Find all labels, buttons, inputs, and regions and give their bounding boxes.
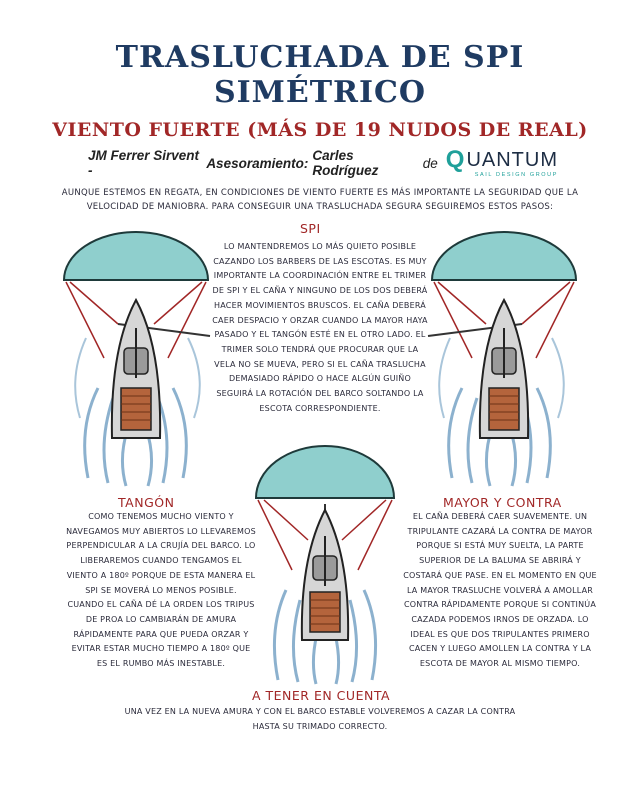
hull xyxy=(112,300,160,438)
logo-word: UANTUM xyxy=(466,148,558,171)
spinnaker-sail xyxy=(256,446,394,498)
page-title-line-1: TRASLUCHADA DE SPI xyxy=(115,40,525,75)
section-heading-spi: SPI xyxy=(300,221,321,236)
page-subtitle: VIENTO FUERTE (MÁS DE 19 NUDOS DE REAL) xyxy=(52,119,588,141)
logo-tagline: SAIL DESIGN GROUP xyxy=(474,171,558,178)
section-text-tangon: COMO TENEMOS MUCHO VIENTO Y NAVEGAMOS MUY ABIERTOS LO LLEVAREMOS PERPENDICULAR A LA CRUJÍA DEL BARCO. LO LIBERAREMOS CUANDO TENGAMOS EL VIENTO A 180º PORQUE DE ESTA MANERA EL SPI SE MOVERÁ LO MENOS POSIBLE. CUANDO EL CAÑA DÉ LA ORDEN LOS TRIPUS DE PROA LO CAMBIARÁN DE AMURA RÁPIDAMENTE PARA QUE PUEDA ORZAR Y EVITAR ESTAR MUCHO TIEMPO A 180º QUE ES EL RUMBO MÁS INESTABLE. xyxy=(66,512,256,669)
hull xyxy=(480,300,528,438)
intro-paragraph: AUNQUE ESTEMOS EN REGATA, EN CONDICIONES DE VIENTO FUERTE ES MÁS IMPORTANTE LA SEGURIDAD QUE LA VELOCIDAD DE MANIOBRA. PARA CONSEGUIR UNA TRASLUCHADA SEGURA SEGUIREMOS ESTOS PASOS: xyxy=(61,188,579,212)
credits-line xyxy=(88,145,558,178)
boat-illustration-left xyxy=(58,228,218,488)
boat-illustration-right xyxy=(422,228,582,488)
hull xyxy=(302,510,348,640)
section-text-tener: UNA VEZ EN LA NUEVA AMURA Y CON EL BARCO ESTABLE VOLVEREMOS A CAZAR LA CONTRA HASTA SU TRIMADO CORRECTO. xyxy=(124,707,516,731)
advisor-name: Carles Rodríguez xyxy=(312,148,379,178)
boat-illustration-bottom xyxy=(250,440,400,685)
page-title-line-2: SIMÉTRICO xyxy=(213,75,427,110)
author-name: JM Ferrer Sirvent - xyxy=(88,148,200,178)
spinnaker-sail xyxy=(64,232,208,280)
spinnaker-sail xyxy=(432,232,576,280)
quantum-logo xyxy=(445,145,558,179)
section-heading-tangon: TANGÓN xyxy=(118,495,175,510)
section-heading-tener: A TENER EN CUENTA xyxy=(252,688,391,703)
preposition-text: de xyxy=(422,155,438,171)
logo-q-mark: Q xyxy=(445,145,466,173)
section-text-mayor: EL CAÑA DEBERÁ CAER SUAVEMENTE. UN TRIPULANTE CAZARÁ LA CONTRA DE MAYOR PORQUE SI ESTÁ MUY SUELTA, LA PARTE SUPERIOR DE LA BALUMA SE ABRIRÁ Y COSTARÁ QUE PASE. EN EL MOMENTO EN QUE LA MAYOR TRASLUCHE VOLVERÁ A AMOLLAR CONTRA RÁPIDAMENTE PORQUE SI CONTINÚA CAZADA PODEMOS IRNOS DE ORZADA. LO IDEAL ES QUE DOS TRIPULANTES PRIMERO CACEN Y LUEGO AMOLLEN LA CONTRA Y LA ESCOTA DE MAYOR AL MISMO TIEMPO. xyxy=(403,512,597,669)
section-heading-mayor: MAYOR Y CONTRA xyxy=(443,495,562,510)
section-text-spi: LO MANTENDREMOS LO MÁS QUIETO POSIBLE CAZANDO LOS BARBERS DE LAS ESCOTAS. ES MUY IMPORTANTE LA COORDINACIÓN ENTRE EL TRIMER DE SPI Y EL CAÑA Y NINGUNO DE LOS DOS DEBERÁ HACER MOVIMIENTOS BRUSCOS. EL CAÑA DEBERÁ CAER DESPACIO Y ORZAR CUANDO LA MAYOR HAYA PASADO Y EL TANGÓN ESTÉ EN EL OTRO LADO. EL TRIMER SOLO TENDRÁ QUE PROCURAR QUE LA VELA NO SE MUEVA, PERO SI EL CAÑA TRASLUCHA DEMASIADO RÁPIDO O HACE ALGÚN GUIÑO SEGUIRÁ LA ROTACIÓN DEL BARCO SOLTANDO LA ESCOTA CORRESPONDIENTE. xyxy=(212,242,428,413)
advice-label: Asesoramiento: xyxy=(206,155,309,171)
